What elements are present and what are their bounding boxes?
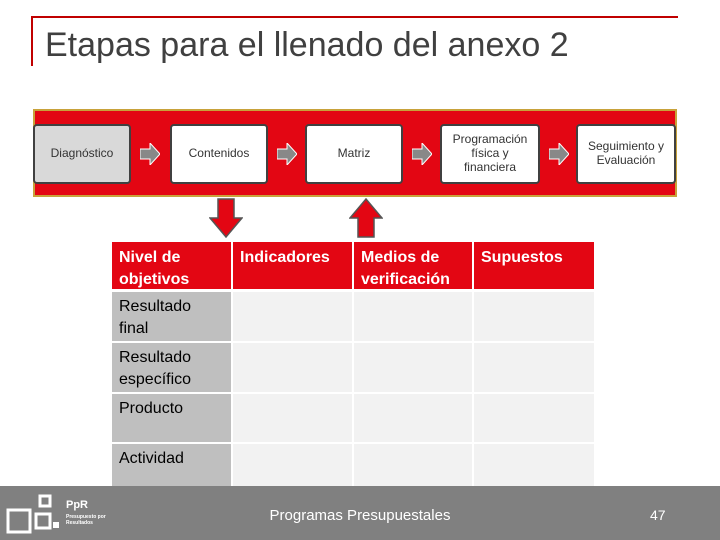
step-contenidos [170, 124, 268, 184]
ppr-logo-icon [6, 492, 62, 536]
logo-tagline: Presupuesto por Resultados [66, 514, 106, 526]
table-cell [354, 394, 472, 442]
row-label-actividad: Actividad [112, 444, 231, 494]
step-label: Matriz [337, 146, 371, 161]
row-label-producto: Producto [112, 394, 231, 442]
header-medios: Medios de verificación [354, 242, 472, 289]
matrix-table [112, 242, 594, 494]
title-frame-left [31, 16, 33, 66]
step-label: Contenidos [188, 146, 250, 161]
logo-abbr: PpR [66, 499, 88, 511]
page-number: 47 [650, 507, 666, 523]
table-cell [474, 292, 594, 341]
step-label: Programación física y financiera [452, 132, 528, 174]
arrow-right-icon [412, 143, 432, 165]
table-cell [233, 343, 352, 392]
step-seguimiento [576, 124, 676, 184]
header-supuestos: Supuestos [474, 242, 594, 289]
table-cell [474, 343, 594, 392]
slide-title: Etapas para el llenado del anexo 2 [45, 26, 569, 64]
table-cell [233, 394, 352, 442]
table-cell [354, 292, 472, 341]
table-cell [233, 292, 352, 341]
table-cell [354, 343, 472, 392]
arrow-right-icon [549, 143, 569, 165]
step-label: Diagnóstico [50, 146, 114, 161]
step-label: Seguimiento y Evaluación [587, 139, 665, 167]
table-cell [474, 394, 594, 442]
arrow-right-icon [277, 143, 297, 165]
row-label-resultado-especifico: Resultado específico [112, 343, 231, 392]
arrow-up-icon [349, 198, 383, 238]
header-indicadores: Indicadores [233, 242, 352, 289]
step-matriz [305, 124, 403, 184]
step-diagnostico [33, 124, 131, 184]
step-programacion [440, 124, 540, 184]
title-frame-top [31, 16, 678, 18]
footer-text: Programas Presupuestales [269, 507, 451, 524]
arrow-right-icon [140, 143, 160, 165]
header-nivel-objetivos: Nivel de objetivos [112, 242, 231, 289]
ppr-logo [0, 486, 112, 540]
row-label-resultado-final: Resultado final [112, 292, 231, 341]
arrow-down-icon [209, 198, 243, 238]
